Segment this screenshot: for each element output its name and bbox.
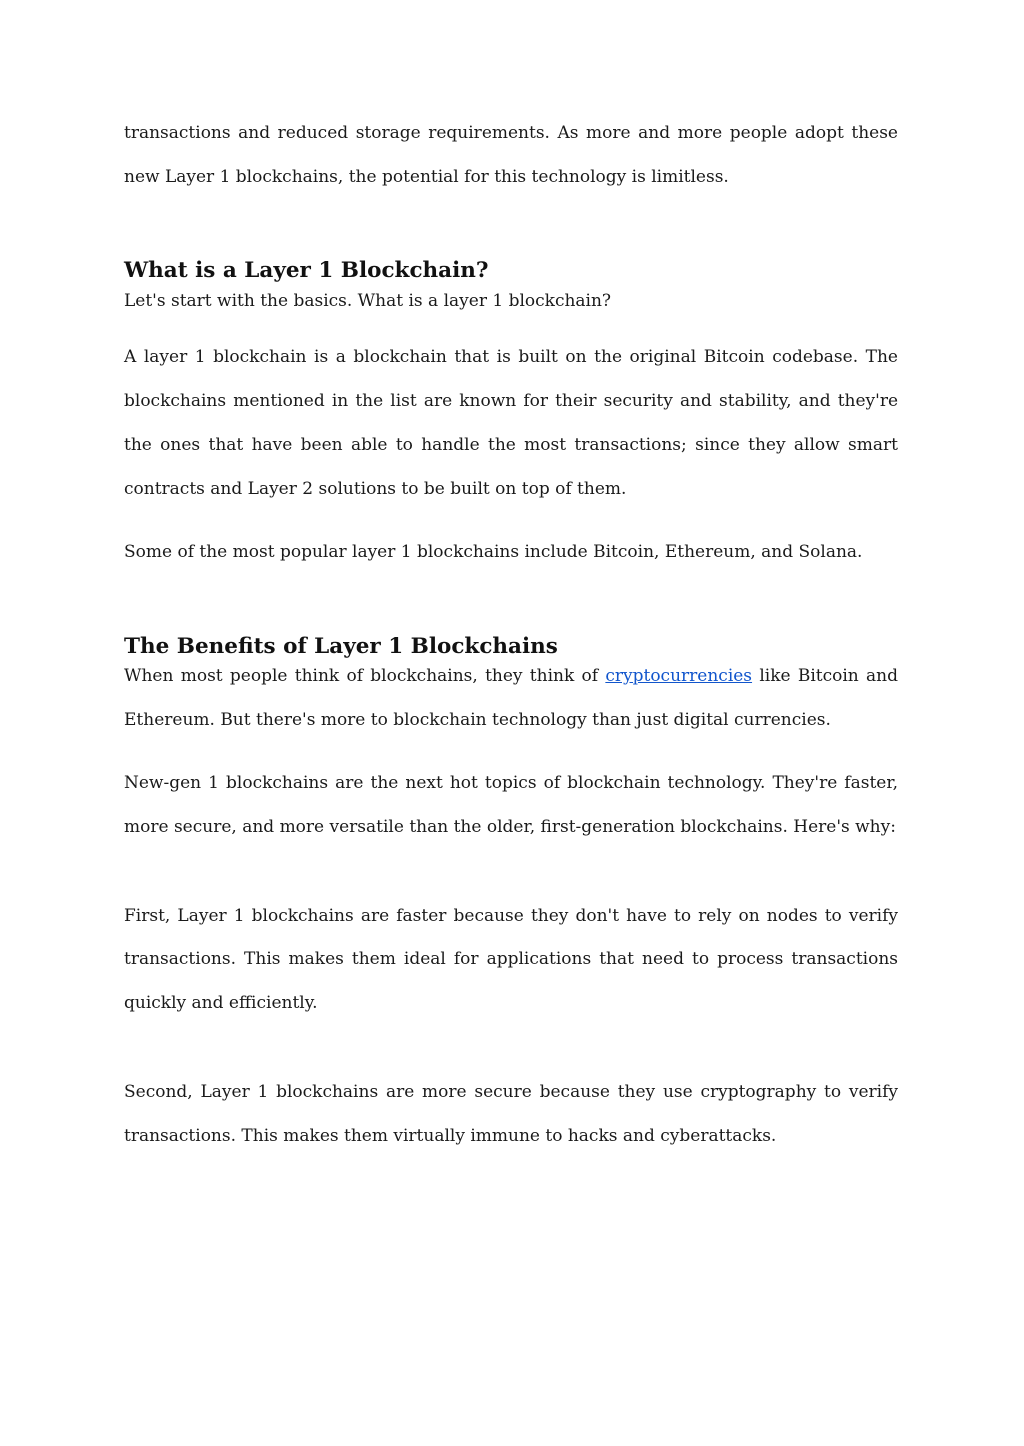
section-heading-what-is-layer1: What is a Layer 1 Blockchain? [124, 258, 489, 284]
definition-paragraph: A layer 1 blockchain is a blockchain that is built on the original Bitcoin codebase. The blockchains mentioned in the list are known for their security and stability, and they're the ones that have been able to handle the most transactions; since they allow smart contracts and Layer 2 solutions to be built on top of them. [124, 347, 898, 499]
section-heading-benefits: The Benefits of Layer 1 Blockchains [124, 633, 558, 659]
new-gen-paragraph: New-gen 1 blockchains are the next hot topics of blockchain technology. They're faster, more secure, and more versatile than the older, first-generation blockchains. Here's why: [124, 773, 898, 838]
benefits-lead-text-after: like Bitcoin and Ethereum. But there's more to blockchain technology than just digital currencies. [124, 665, 898, 730]
benefits-lead-text-before: When most people think of blockchains, they think of [124, 665, 606, 686]
popular-blockchains-paragraph: Some of the most popular layer 1 blockchains include Bitcoin, Ethereum, and Solana. [124, 542, 863, 563]
section-lead-paragraph: Let's start with the basics. What is a layer 1 blockchain? [124, 291, 612, 312]
benefits-lead-paragraph [124, 655, 898, 742]
intro-paragraph: transactions and reduced storage requirements. As more and more people adopt these new Layer 1 blockchains, the potential for this technology is limitless. [124, 123, 898, 187]
document-page [124, 112, 898, 1158]
secure-paragraph: Second, Layer 1 blockchains are more secure because they use cryptography to verify transactions. This makes them virtually immune to hacks and cyberattacks. [124, 1081, 898, 1146]
cryptocurrencies-link[interactable]: cryptocurrencies [605, 665, 753, 686]
faster-paragraph: First, Layer 1 blockchains are faster because they don't have to rely on nodes to verify transactions. This makes them ideal for applications that need to process transactions quickly and efficiently. [124, 905, 898, 1014]
